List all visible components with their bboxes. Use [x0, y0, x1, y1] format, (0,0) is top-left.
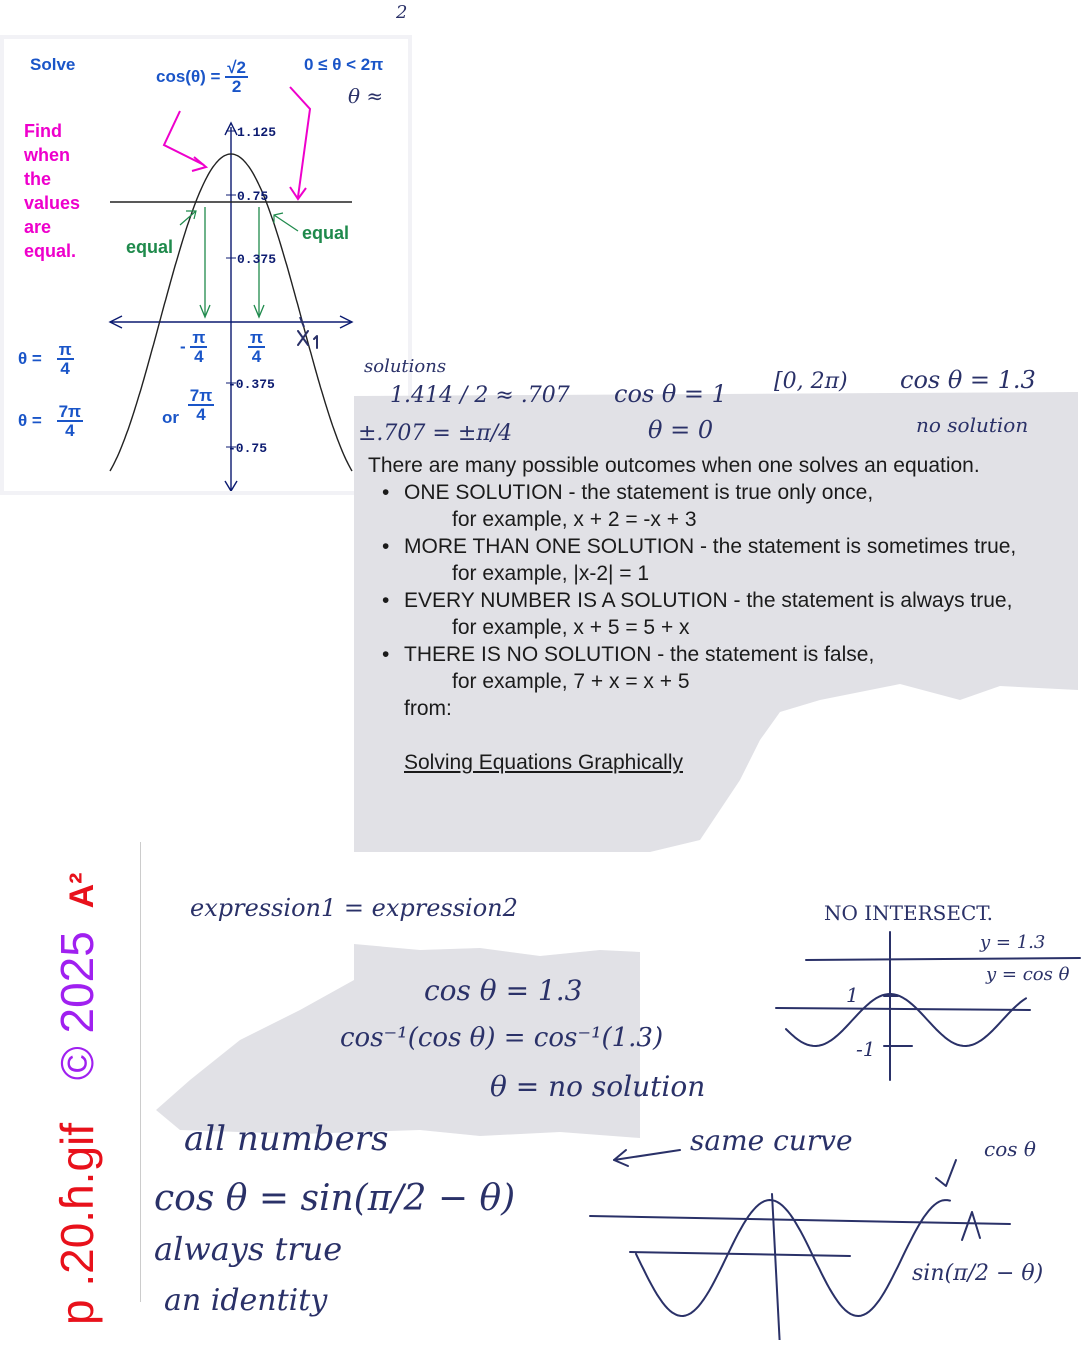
watermark-copyright: © 2025	[51, 931, 103, 1081]
equation-numerator: √2	[227, 58, 246, 77]
from-label: from:	[404, 697, 452, 720]
equal-label-right: equal	[302, 223, 350, 243]
solution-2: θ = $\frac{7\pi}{4}$	[18, 402, 82, 440]
y-tick-label: 0.75	[237, 189, 269, 204]
hw-no-solution: no solution	[916, 413, 1029, 437]
y-tick-label: -0.75	[228, 441, 268, 456]
bullet-icon: •	[382, 589, 390, 612]
hw-cos13b: cos θ = 1.3	[424, 974, 583, 1007]
svg-text:2: 2	[396, 2, 408, 23]
domain-label: 0 ≤ θ < 2π	[304, 55, 384, 74]
svg-text:θ ≈: θ ≈	[348, 84, 384, 108]
find-line: are	[24, 217, 52, 237]
x-tick-pi-over-4: $\frac{\pi}{4}$	[250, 328, 264, 366]
bullet-icon: •	[382, 643, 390, 666]
handwritten-solutions-notes	[350, 352, 1091, 452]
solution-1: θ = $\frac{\pi}{4}$	[18, 340, 72, 378]
outcome-item: • MORE THAN ONE SOLUTION - the statement is sometimes true,	[382, 535, 1017, 558]
outcome-example: for example, x + 5 = 5 + x	[452, 616, 690, 639]
outcome-example: for example, 7 + x = x + 5	[452, 670, 690, 693]
handwritten-bottom-notes	[150, 860, 1091, 1340]
outcomes-intro: There are many possible outcomes when one solves an equation.	[368, 454, 980, 477]
hw-same-curve: same curve	[690, 1124, 853, 1157]
hw-cos13: cos θ = 1.3	[900, 366, 1036, 394]
x-tick-neg-pi-over-4: - $\frac{\pi}{4}$	[180, 328, 206, 366]
hw-cos-theta: cos θ	[984, 1137, 1036, 1161]
hw-theta0: θ = 0	[648, 416, 714, 444]
hw-pm: ±.707 = ±π/4	[358, 421, 513, 446]
find-line: when	[24, 145, 71, 165]
hw-ratio: 1.414 / 2 ≈ .707	[390, 383, 570, 408]
hw-minus-one: -1	[856, 1037, 876, 1061]
watermark-mark: A²	[63, 872, 101, 909]
outcome-example: for example, |x-2| = 1	[452, 562, 650, 585]
bullet-icon: •	[382, 481, 390, 504]
hw-an-identity: an identity	[164, 1283, 328, 1318]
x-tick-7pi-over-4: or $\frac{7\pi}{4}$	[162, 386, 213, 428]
hw-identity-eq: cos θ = sin(π/2 − θ)	[154, 1178, 516, 1219]
divider	[140, 842, 141, 1302]
hw-y13: y = 1.3	[980, 932, 1046, 953]
equation-lhs: cos(θ) =	[156, 67, 221, 86]
find-line: Find	[24, 121, 62, 141]
y-tick-label: 0.375	[237, 252, 277, 267]
solve-label: Solve	[30, 55, 76, 74]
find-line: the	[24, 169, 51, 189]
watermark-filename: p .20.ɦ.gif	[51, 1122, 103, 1325]
hw-always-true: always true	[154, 1230, 343, 1268]
hw-theta-none: θ = no solution	[490, 1070, 706, 1103]
y-tick-label: -0.375	[228, 377, 275, 392]
hw-no-intersect: NO INTERSECT.	[824, 901, 994, 925]
outcome-item: • EVERY NUMBER IS A SOLUTION - the statement is always true,	[382, 589, 1013, 612]
hw-solutions: solutions	[364, 356, 447, 377]
equal-label-left: equal	[126, 237, 174, 257]
hw-expression: expression1 = expression2	[190, 894, 518, 922]
equation-denominator: 2	[231, 77, 242, 96]
find-line: values	[24, 193, 81, 213]
bullet-icon: •	[382, 535, 390, 558]
solving-equations-link[interactable]: Solving Equations Graphically	[404, 751, 683, 774]
y-tick-label: 1.125	[237, 125, 277, 140]
outcome-item: • ONE SOLUTION - the statement is true only once,	[382, 481, 874, 504]
hw-one: 1	[846, 983, 859, 1007]
hw-interval: [0, 2π)	[774, 369, 848, 394]
watermark	[50, 805, 110, 1325]
hw-all-numbers: all numbers	[184, 1119, 389, 1159]
outcome-item: • THERE IS NO SOLUTION - the statement is false,	[382, 643, 875, 666]
find-line: equal.	[24, 241, 77, 261]
hw-inverse: cos⁻¹(cos θ) = cos⁻¹(1.3)	[340, 1023, 664, 1053]
hw-cos1: cos θ = 1	[614, 380, 727, 408]
hw-sin-label: sin(π/2 − θ)	[912, 1261, 1044, 1286]
outcome-example: for example, x + 2 = -x + 3	[452, 508, 697, 531]
hw-ycos: y = cos θ	[986, 964, 1070, 985]
outcomes-section	[368, 452, 1078, 776]
